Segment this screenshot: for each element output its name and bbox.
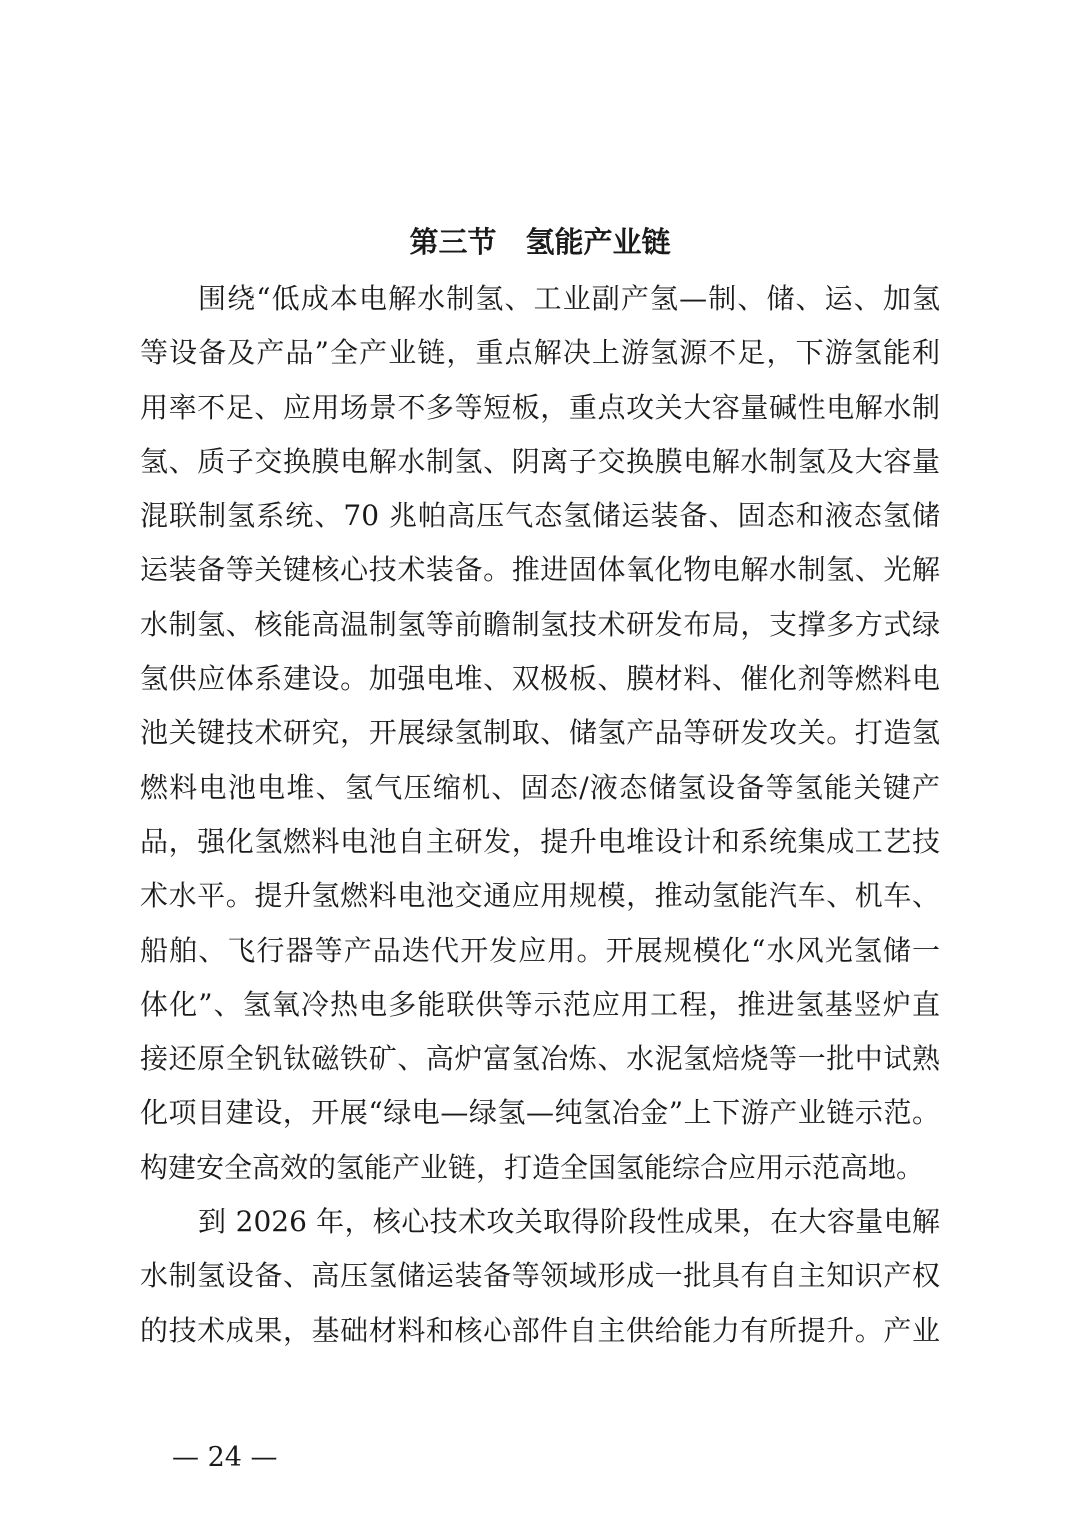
paragraph-2-line: 到 2026 年，核心技术攻关取得阶段性成果，在大容量电解	[198, 1205, 940, 1239]
paragraph-1-line: 氢、质子交换膜电解水制氢、阴离子交换膜电解水制氢及大容量	[140, 444, 940, 478]
body-text	[140, 272, 940, 1358]
paragraph-1-line: 船舶、飞行器等产品迭代开发应用。开展规模化“水风光氢储一	[140, 933, 940, 967]
paragraph-1-line: 接还原全钒钛磁铁矿、高炉富氢冶炼、水泥氢焙烧等一批中试熟	[140, 1042, 940, 1076]
paragraph-1-line: 混联制氢系统、70 兆帕高压气态氢储运装备、固态和液态氢储	[140, 499, 940, 533]
paragraph-1-line: 池关键技术研究，开展绿氢制取、储氢产品等研发攻关。打造氢	[140, 716, 940, 750]
paragraph-1-line: 品，强化氢燃料电池自主研发，提升电堆设计和系统集成工艺技	[140, 824, 940, 858]
paragraph-1-line: 运装备等关键核心技术装备。推进固体氧化物电解水制氢、光解	[140, 553, 940, 587]
paragraph-1-line: 围绕“低成本电解水制氢、工业副产氢—制、储、运、加氢	[198, 282, 940, 315]
paragraph-1-line: 化项目建设，开展“绿电—绿氢—纯氢冶金”上下游产业链示范。	[140, 1096, 940, 1130]
paragraph-1-line: 术水平。提升氢燃料电池交通应用规模，推动氢能汽车、机车、	[140, 879, 940, 913]
page-number: — 24 —	[172, 1442, 278, 1473]
paragraph-1-line: 体化”、氢氧冷热电多能联供等示范应用工程，推进氢基竖炉直	[140, 987, 940, 1021]
paragraph-1-line: 水制氢、核能高温制氢等前瞻制氢技术研发布局，支撑多方式绿	[140, 607, 940, 641]
paragraph-1-line: 用率不足、应用场景不多等短板，重点攻关大容量碱性电解水制	[140, 390, 940, 424]
paragraph-2-line: 的技术成果，基础材料和核心部件自主供给能力有所提升。产业	[140, 1313, 940, 1347]
paragraph-1-line: 燃料电池电堆、氢气压缩机、固态/液态储氢设备等氢能关键产	[140, 770, 940, 804]
paragraph-1-line: 氢供应体系建设。加强电堆、双极板、膜材料、催化剂等燃料电	[140, 662, 940, 696]
paragraph-1-line: 等设备及产品”全产业链，重点解决上游氢源不足，下游氢能利	[140, 336, 940, 370]
paragraph-2-line: 水制氢设备、高压氢储运装备等领域形成一批具有自主知识产权	[140, 1259, 940, 1293]
section-title: 第三节 氢能产业链	[409, 225, 671, 259]
paragraph-1-line: 构建安全高效的氢能产业链，打造全国氢能综合应用示范高地。	[140, 1150, 925, 1184]
